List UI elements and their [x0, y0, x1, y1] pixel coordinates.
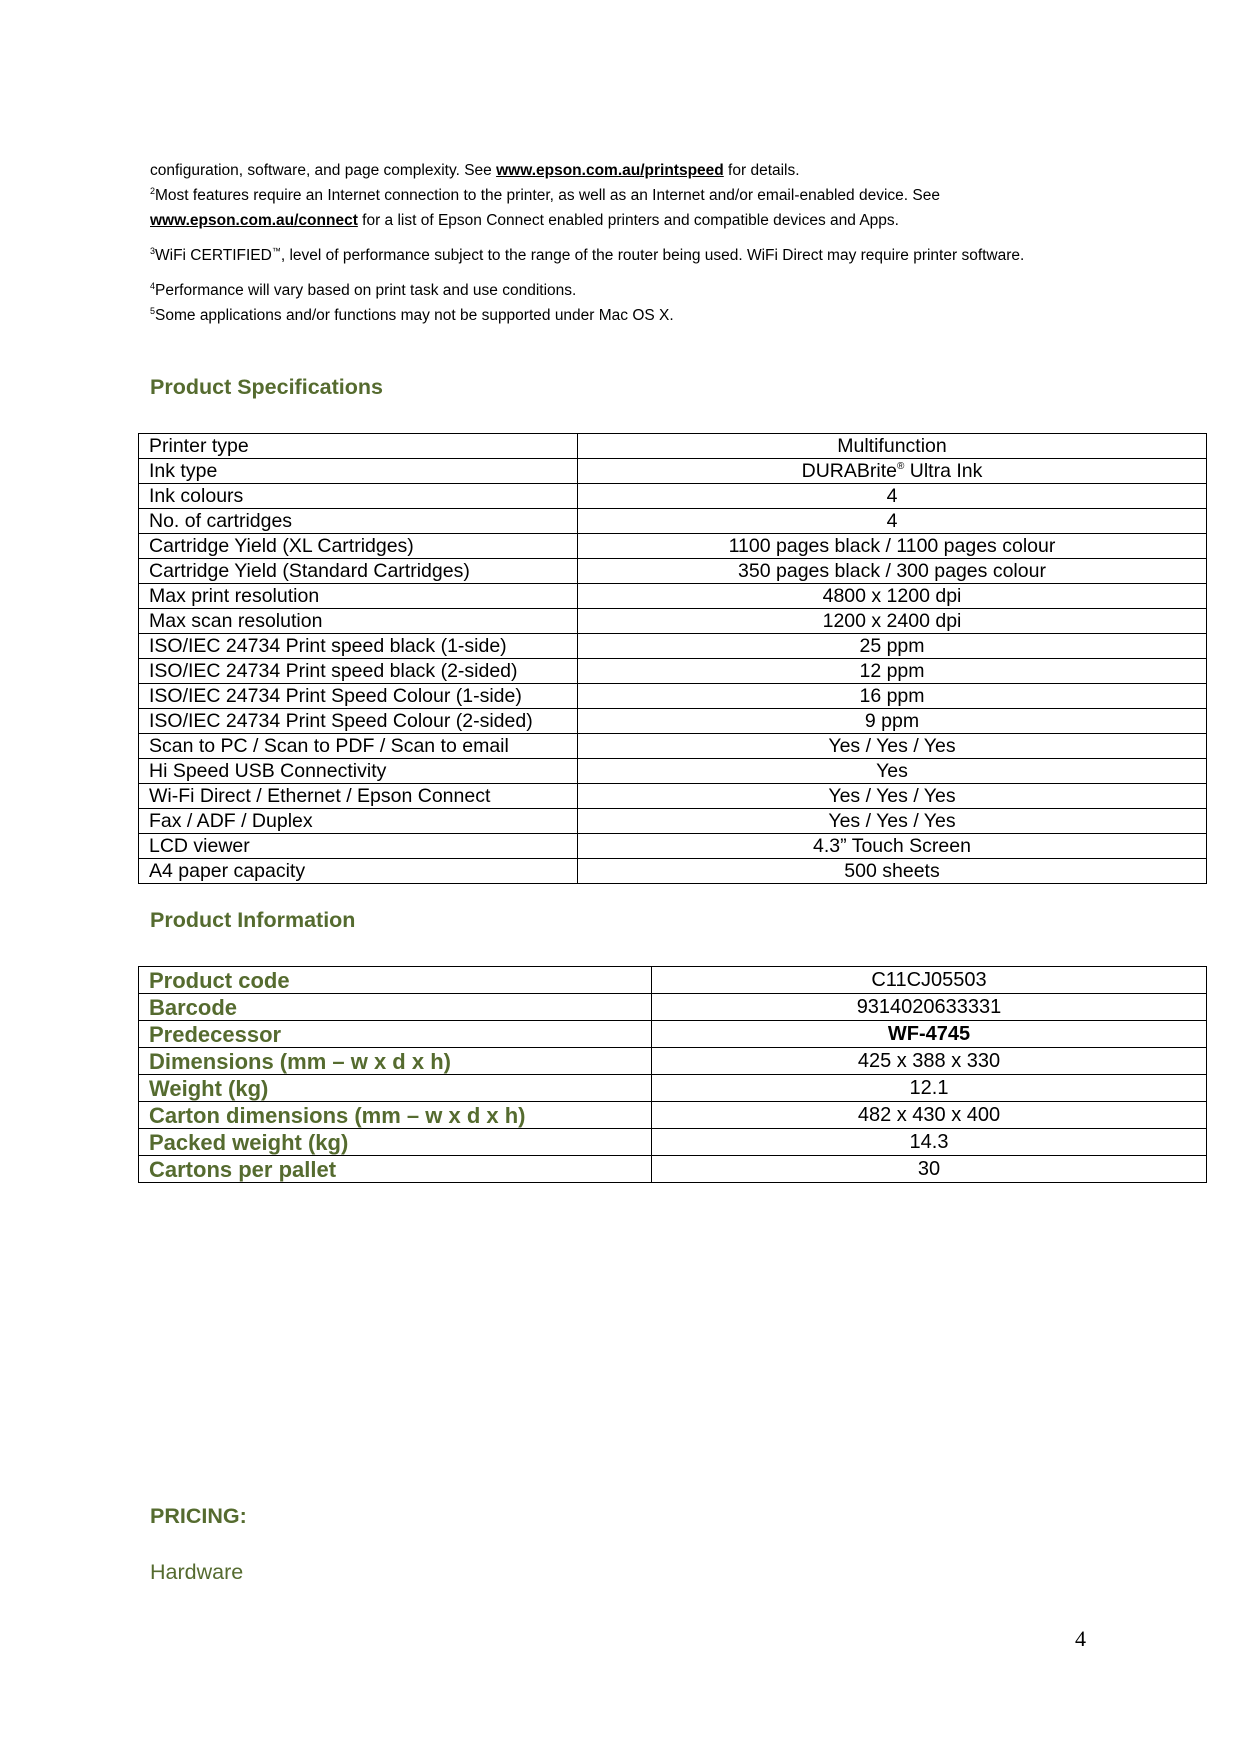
spec-label: Fax / ADF / Duplex: [139, 809, 578, 834]
table-row: [139, 1048, 1207, 1075]
spec-value: 500 sheets: [578, 859, 1207, 884]
spec-value: Yes / Yes / Yes: [578, 734, 1207, 759]
info-value: 30: [652, 1156, 1207, 1183]
table-row: [139, 709, 1207, 734]
table-row: [139, 1129, 1207, 1156]
spec-value: Multifunction: [578, 434, 1207, 459]
spec-label: ISO/IEC 24734 Print Speed Colour (1-side): [139, 684, 578, 709]
table-row: [139, 609, 1207, 634]
table-row: [139, 459, 1207, 484]
info-label: Barcode: [139, 994, 652, 1021]
spec-label: Cartridge Yield (XL Cartridges): [139, 534, 578, 559]
spec-label: ISO/IEC 24734 Print speed black (1-side): [139, 634, 578, 659]
spec-label: Ink type: [139, 459, 578, 484]
table-row: [139, 659, 1207, 684]
info-label: Product code: [139, 967, 652, 994]
info-label: Weight (kg): [139, 1075, 652, 1102]
page-number: 4: [1075, 1626, 1086, 1651]
spec-label: Hi Speed USB Connectivity: [139, 759, 578, 784]
table-row: [139, 434, 1207, 459]
spec-value: 25 ppm: [578, 634, 1207, 659]
table-row: [139, 634, 1207, 659]
footnote-3: $^3$WiFi CERTIFIED™, level of performance subject to the range of the router being used. WiFi Direct may require printer software.: [150, 246, 1025, 264]
table-row: [139, 534, 1207, 559]
footnote-2-continuation: www.epson.com.au/connect for a list of Epson Connect enabled printers and compatible devices and Apps.: [150, 212, 899, 229]
spec-value: 4800 x 1200 dpi: [578, 584, 1207, 609]
spec-label: Scan to PC / Scan to PDF / Scan to email: [139, 734, 578, 759]
footnote-4: $^4$Performance will vary based on print task and use conditions.: [150, 281, 577, 299]
spec-value: Yes: [578, 759, 1207, 784]
info-value: 14.3: [652, 1129, 1207, 1156]
product-information-table: [138, 966, 1207, 1183]
table-row: [139, 759, 1207, 784]
table-row: [139, 584, 1207, 609]
table-row: [139, 809, 1207, 834]
spec-value: 1200 x 2400 dpi: [578, 609, 1207, 634]
spec-label: LCD viewer: [139, 834, 578, 859]
table-row: [139, 734, 1207, 759]
spec-label: Ink colours: [139, 484, 578, 509]
spec-label: Printer type: [139, 434, 578, 459]
spec-value: Yes / Yes / Yes: [578, 784, 1207, 809]
table-row: [139, 834, 1207, 859]
table-row: [139, 559, 1207, 584]
table-row: [139, 994, 1207, 1021]
info-label: Dimensions (mm – w x d x h): [139, 1048, 652, 1075]
spec-label: ISO/IEC 24734 Print speed black (2-sided): [139, 659, 578, 684]
table-row: [139, 859, 1207, 884]
footnote-5: $^5$Some applications and/or functions may not be supported under Mac OS X.: [150, 306, 674, 324]
table-row: [139, 967, 1207, 994]
spec-value: 4: [578, 484, 1207, 509]
spec-value: 350 pages black / 300 pages colour: [578, 559, 1207, 584]
info-value: WF-4745: [652, 1021, 1207, 1048]
spec-value: DURABrite® Ultra Ink: [578, 459, 1207, 484]
info-value: 12.1: [652, 1075, 1207, 1102]
spec-value: 4: [578, 509, 1207, 534]
info-label: Cartons per pallet: [139, 1156, 652, 1183]
table-row: [139, 1075, 1207, 1102]
info-value: 482 x 430 x 400: [652, 1102, 1207, 1129]
spec-label: No. of cartridges: [139, 509, 578, 534]
spec-value: Yes / Yes / Yes: [578, 809, 1207, 834]
spec-label: ISO/IEC 24734 Print Speed Colour (2-sided): [139, 709, 578, 734]
table-row: [139, 684, 1207, 709]
table-row: [139, 784, 1207, 809]
spec-value: 4.3” Touch Screen: [578, 834, 1207, 859]
pricing-heading: PRICING:: [150, 1504, 247, 1528]
info-label: Predecessor: [139, 1021, 652, 1048]
info-value: 425 x 388 x 330: [652, 1048, 1207, 1075]
info-value: 9314020633331: [652, 994, 1207, 1021]
spec-value: 1100 pages black / 1100 pages colour: [578, 534, 1207, 559]
footnotes: [150, 158, 1110, 328]
info-label: Packed weight (kg): [139, 1129, 652, 1156]
table-row: [139, 484, 1207, 509]
spec-label: Cartridge Yield (Standard Cartridges): [139, 559, 578, 584]
spec-value: 9 ppm: [578, 709, 1207, 734]
connect-link[interactable]: www.epson.com.au/connect: [150, 212, 358, 229]
info-label: Carton dimensions (mm – w x d x h): [139, 1102, 652, 1129]
table-row: [139, 1102, 1207, 1129]
spec-label: Max print resolution: [139, 584, 578, 609]
product-specifications-table: [138, 433, 1207, 884]
spec-label: A4 paper capacity: [139, 859, 578, 884]
product-information-heading: Product Information: [150, 908, 356, 932]
spec-value: 12 ppm: [578, 659, 1207, 684]
table-row: [139, 1156, 1207, 1183]
spec-label: Max scan resolution: [139, 609, 578, 634]
footnote-2: $^2$Most features require an Internet connection to the printer, as well as an Internet and/or email-enabled device. See: [150, 186, 940, 204]
printspeed-link[interactable]: www.epson.com.au/printspeed: [496, 162, 724, 179]
table-row: [139, 1021, 1207, 1048]
table-row: [139, 509, 1207, 534]
footnote-1-continuation: configuration, software, and page complexity. See www.epson.com.au/printspeed for details.: [150, 162, 800, 179]
info-value: C11CJ05503: [652, 967, 1207, 994]
spec-label: Wi-Fi Direct / Ethernet / Epson Connect: [139, 784, 578, 809]
spec-value: 16 ppm: [578, 684, 1207, 709]
hardware-subheading: Hardware: [150, 1560, 244, 1584]
product-specifications-heading: Product Specifications: [150, 375, 383, 399]
